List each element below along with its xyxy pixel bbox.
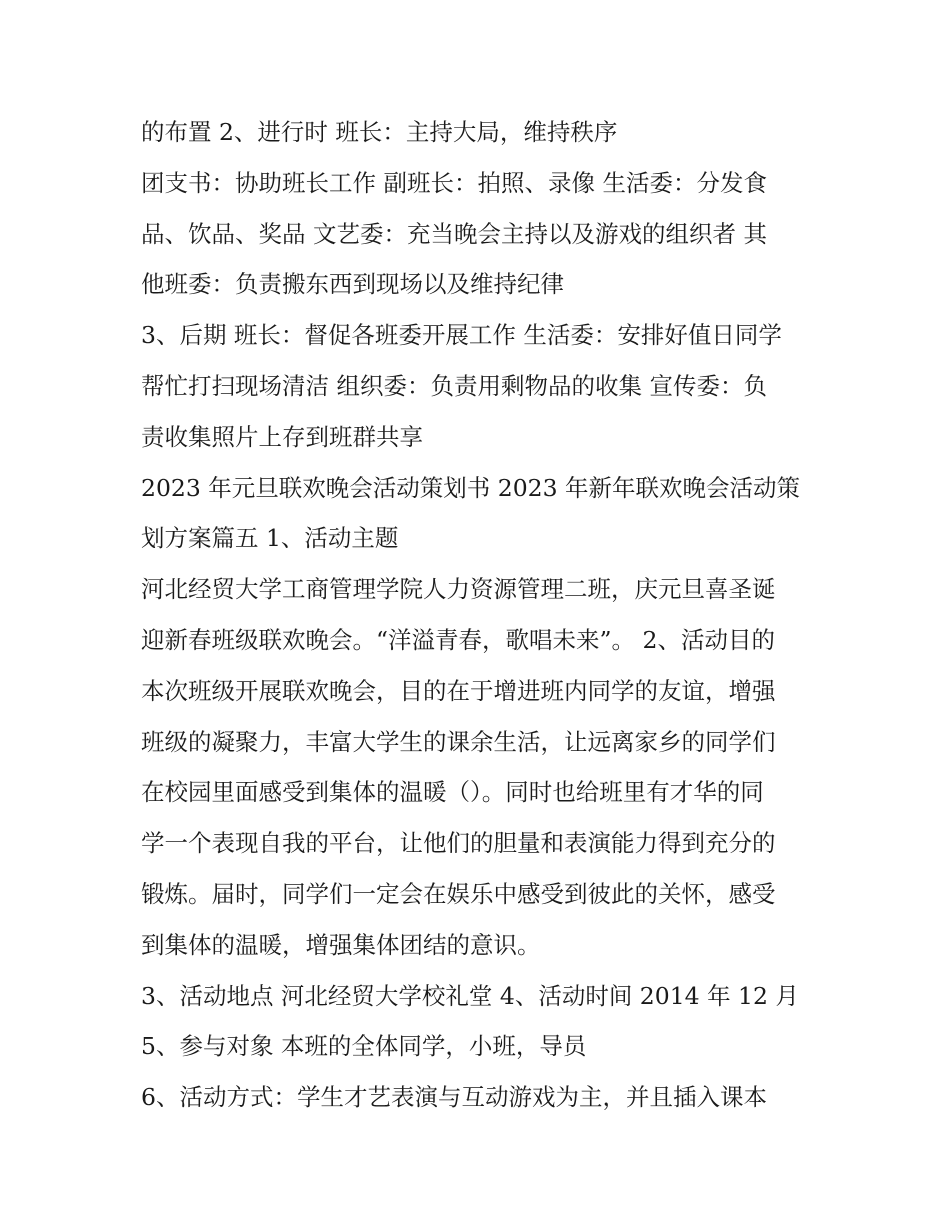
text-line: 的布置 2、进行时 班长：主持大局，维持秩序 — [141, 118, 618, 146]
text-line: 品、饮品、奖品 文艺委：充当晚会主持以及游戏的组织者 其 — [141, 219, 767, 248]
text-line: 学一个表现自我的平台，让他们的胆量和表演能力得到充分的 — [141, 829, 776, 858]
text-line: 帮忙打扫现场清洁 组织委：负责用剩物品的收集 宣传委：负 — [141, 371, 767, 400]
text-line: 2023 年元旦联欢晚会活动策划书 2023 年新年联欢晚会活动策 — [141, 473, 801, 502]
text-line: 班级的凝聚力，丰富大学生的课余生活，让远离家乡的同学们 — [141, 727, 776, 756]
text-line: 锻炼。届时，同学们一定会在娱乐中感受到彼此的关怀，感受 — [141, 879, 776, 908]
text-line: 本次班级开展联欢晚会，目的在于增进班内同学的友谊，增强 — [141, 676, 776, 705]
text-line: 团支书：协助班长工作 副班长：拍照、录像 生活委：分发食 — [141, 168, 767, 197]
text-line: 责收集照片上存到班群共享 — [141, 422, 423, 451]
text-line: 划方案篇五 1、活动主题 — [141, 524, 399, 553]
text-line: 3、后期 班长：督促各班委开展工作 生活委：安排好值日同学 — [141, 321, 782, 350]
text-line: 到集体的温暖，增强集体团结的意识。 — [141, 930, 541, 959]
text-line: 在校园里面感受到集体的温暖（）。同时也给班里有才华的同 — [141, 778, 764, 807]
text-line: 他班委：负责搬东西到现场以及维持纪律 — [141, 270, 564, 299]
text-line: 迎新春班级联欢晚会。“洋溢青春，歌唱未来”。 2、活动目的 — [141, 625, 775, 654]
text-line: 5、参与对象 本班的全体同学，小班，导员 — [141, 1032, 587, 1061]
document-body — [141, 107, 821, 1123]
text-line: 3、活动地点 河北经贸大学校礼堂 4、活动时间 2014 年 12 月 — [141, 981, 799, 1010]
text-line: 6、活动方式：学生才艺表演与互动游戏为主，并且插入课本 — [141, 1083, 767, 1112]
text-line: 河北经贸大学工商管理学院人力资源管理二班，庆元旦喜圣诞 — [141, 575, 776, 604]
